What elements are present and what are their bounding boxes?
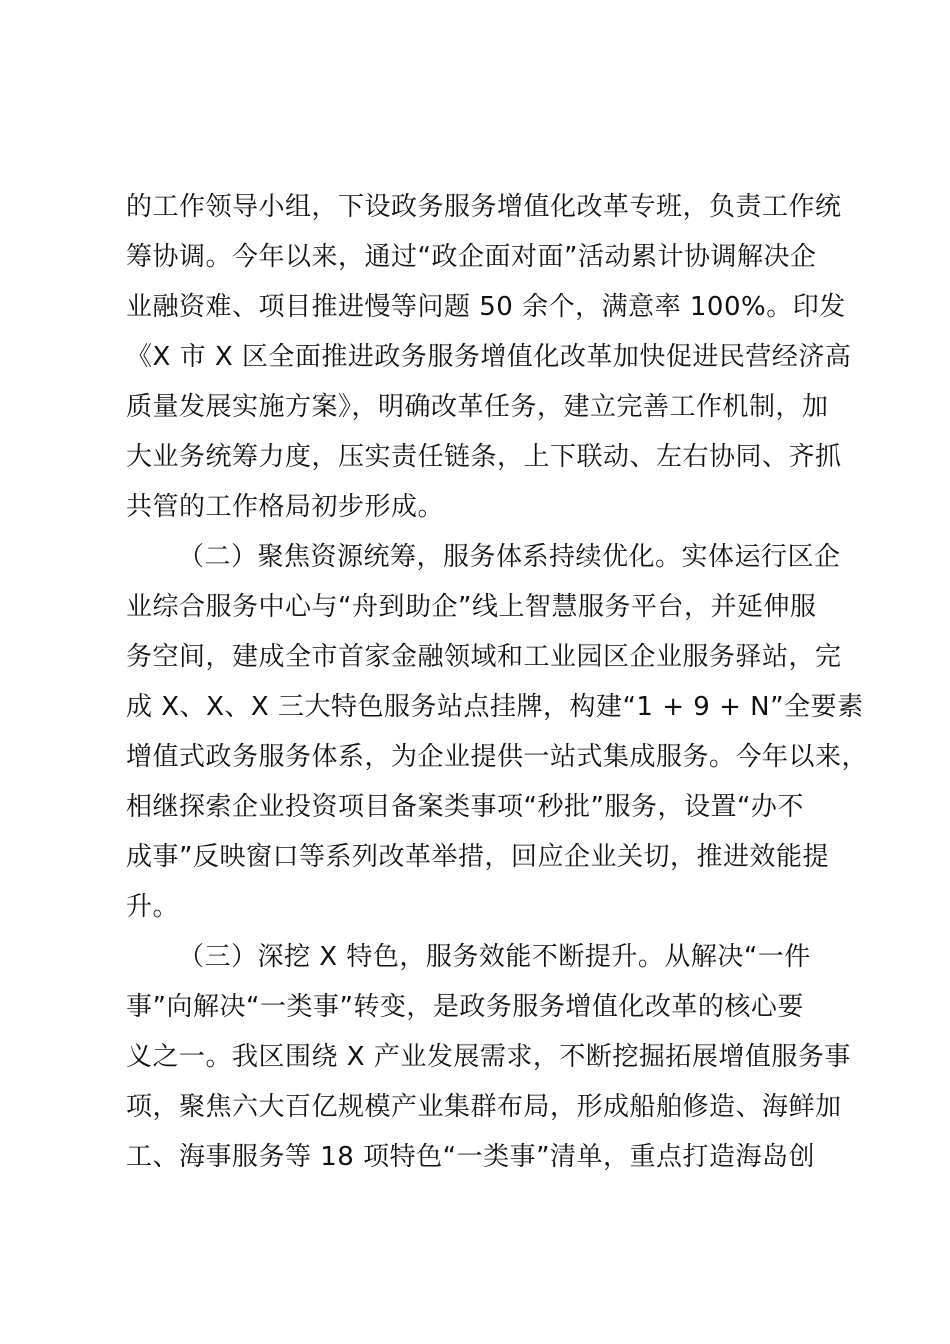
paragraph-1-line-1: 的工作领导小组，下设政务服务增值化改革专班，负责工作统 [126, 192, 842, 222]
paragraph-2-line-5: 增值式政务服务体系，为企业提供一站式集成服务。今年以来， [126, 742, 869, 772]
paragraph-1-line-7: 共管的工作格局初步形成。 [126, 492, 445, 522]
paragraph-2-line-3: 务空间，建成全市首家金融领域和工业园区企业服务驿站，完 [126, 642, 842, 672]
paragraph-1-line-5: 质量发展实施方案》，明确改革任务，建立完善工作机制，加 [126, 392, 829, 422]
paragraph-3-line-2: 事”向解决“一类事”转变，是政务服务增值化改革的核心要 [126, 992, 804, 1022]
paragraph-1-line-2: 筹协调。今年以来，通过“政企面对面”活动累计协调解决企 [126, 242, 817, 272]
paragraph-1-line-6: 大业务统筹力度，压实责任链条，上下联动、左右协同、齐抓 [126, 442, 842, 472]
paragraph-3-line-1: （三）深挖 X 特色，服务效能不断提升。从解决“一件 [178, 942, 811, 972]
paragraph-1-line-4: 《X 市 X 区全面推进政务服务增值化改革加快促进民营经济高 [126, 342, 852, 372]
paragraph-3-line-3: 义之一。我区围绕 X 产业发展需求，不断挖掘拓展增值服务事 [126, 1042, 851, 1072]
paragraph-3-line-5: 工、海事服务等 18 项特色“一类事”清单，重点打造海岛创 [126, 1142, 816, 1172]
paragraph-2-line-4: 成 X、X、X 三大特色服务站点挂牌，构建“1 + 9 + N”全要素 [126, 692, 864, 722]
paragraph-3-line-4: 项，聚焦六大百亿规模产业集群布局，形成船舶修造、海鲜加 [126, 1092, 842, 1122]
paragraph-2-line-8: 升。 [126, 892, 180, 922]
paragraph-2-line-1: （二）聚焦资源统筹，服务体系持续优化。实体运行区企 [178, 542, 841, 572]
document-body [126, 182, 869, 1182]
paragraph-1-line-3: 业融资难、项目推进慢等问题 50 余个，满意率 100%。印发 [126, 292, 846, 322]
paragraph-2-line-2: 业综合服务中心与“舟到助企”线上智慧服务平台，并延伸服 [126, 592, 817, 622]
paragraph-2-line-6: 相继探索企业投资项目备案类事项“秒批”服务，设置“办不 [126, 792, 804, 822]
paragraph-2-line-7: 成事”反映窗口等系列改革举措，回应企业关切，推进效能提 [126, 842, 829, 872]
